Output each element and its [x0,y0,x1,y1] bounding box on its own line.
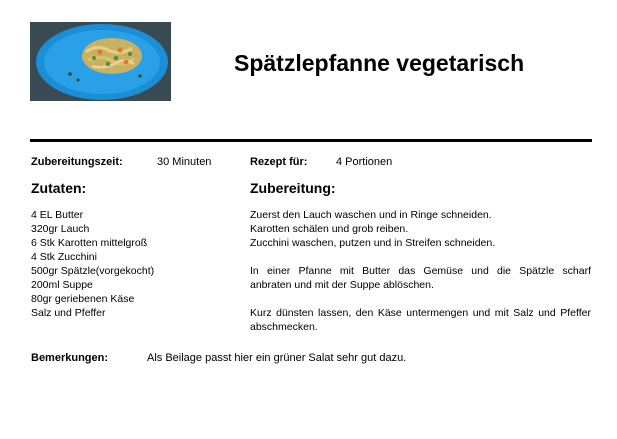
remarks-label: Bemerkungen: [31,352,109,364]
step-line: Karotten schälen und grob reiben. [250,223,409,235]
page-title: Spätzlepfanne vegetarisch [234,50,525,76]
step-line: Zuerst den Lauch waschen und in Ringe schneiden. [250,209,492,221]
ingredient-item: 200ml Suppe [31,279,93,291]
ingredients-heading: Zutaten: [31,180,87,196]
servings-value: 4 Portionen [336,156,393,168]
ingredient-item: 80gr geriebenen Käse [31,293,135,305]
step-paragraph [250,208,591,250]
ingredients-list [31,208,154,320]
ingredient-item: 500gr Spätzle(vorgekocht) [31,265,155,277]
prep-time-label: Zubereitungszeit: [31,156,123,168]
step-line: abschmecken. [250,321,318,333]
dish-photo [30,22,171,101]
preparation-steps [250,208,591,348]
prep-time-value: 30 Minuten [157,156,212,168]
ingredient-item: 4 Stk Zucchini [31,251,97,263]
dish-photo-illustration [30,22,171,101]
preparation-heading: Zubereitung: [250,180,336,196]
step-paragraph [250,306,591,334]
remarks-text: Als Beilage passt hier ein grüner Salat sehr gut dazu. [147,352,407,364]
step-line: anbraten und mit der Suppe ablöschen. [250,279,434,291]
ingredient-item: 320gr Lauch [31,223,90,235]
ingredient-item: 4 EL Butter [31,209,84,221]
ingredient-item: Salz und Pfeffer [31,307,106,319]
divider-rule [30,139,592,142]
servings-label: Rezept für: [250,156,308,168]
ingredient-item: 6 Stk Karotten mittelgroß [31,237,148,249]
step-line: Kurz dünsten lassen, den Käse untermengen und mit Salz und Pfeffer [250,307,591,319]
step-line: Zucchini waschen, putzen und in Streifen schneiden. [250,237,496,249]
step-paragraph [250,264,591,292]
step-line: In einer Pfanne mit Butter das Gemüse und die Spätzle scharf [250,265,591,277]
